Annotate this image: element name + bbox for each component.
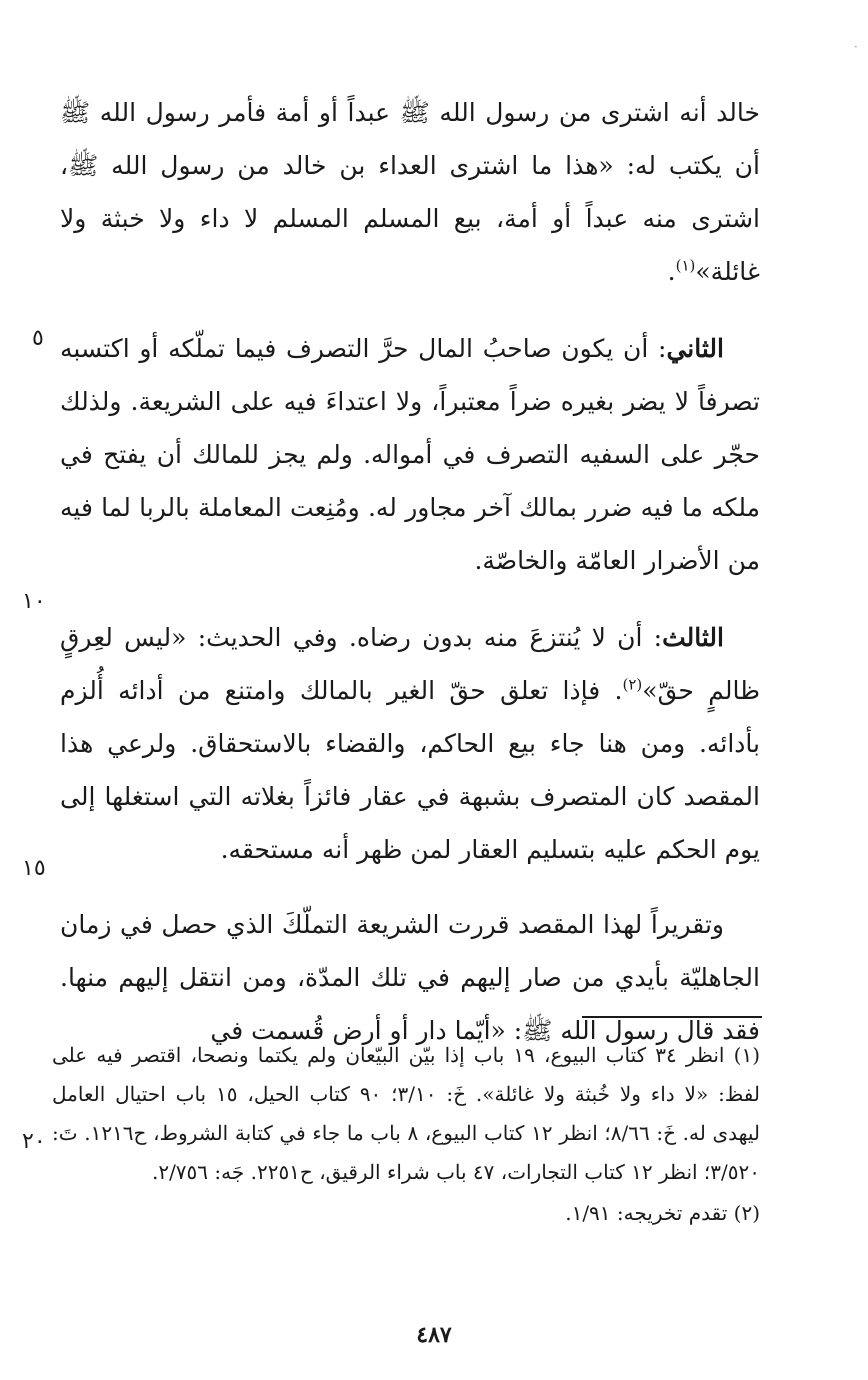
line-number-20: ٢٠ <box>22 1129 46 1154</box>
paragraph-3-text: : أن لا يُنتزعَ منه بدون رضاه. وفي الحديث: «ليس لعِرقٍ ظالمٍ حقّ» <box>60 623 760 705</box>
paragraph-1-end: . <box>667 257 676 286</box>
paragraph-4 <box>60 898 760 1057</box>
footnote-2: (٢) تقدم تخريجه: ١/٩١. <box>565 1201 760 1225</box>
paragraph-3 <box>60 611 760 876</box>
line-number-15: ١٥ <box>22 856 46 881</box>
corner-mark: · <box>854 40 858 54</box>
paragraph-2 <box>60 322 760 587</box>
main-text <box>60 86 760 1057</box>
footnote-1: (١) انظر ٣٤ كتاب البيوع، ١٩ باب إذا بيّن البيّعان ولم يكتما ونصحا، اقتصر فيه على لفظ: «لا داء ولا خُبثة ولا غائلة». خَ: ٣/١٠؛ ٩٠ كتاب الحيل، ١٥ باب احتيال العامل ليهدى له. خَ: ٨/٦٦؛ انظر ١٢ كتاب البيوع، ٨ باب ما جاء في كتابة الشروط، ح١٢١٦. تَ: ٣/٥٢٠؛ انظر ١٢ كتاب التجارات، ٤٧ باب شراء الرقيق، ح٢٢٥١. جَه: ٢/٧٥٦. <box>52 1043 761 1184</box>
page-number: ٤٨٧ <box>416 1322 452 1348</box>
paragraph-1 <box>60 86 760 298</box>
paragraph-4-text: وتقريراً لهذا المقصد قررت الشريعة التملّكَ الذي حصل في زمان الجاهليّة بأيدي من صار إليهم في تلك المدّة، ومن انتقل إليهم منها. فقد قال رسول الله ﷺ: «أيّما دار أو أرض قُسمت في <box>60 910 760 1045</box>
paragraph-3-lead: الثالث <box>662 623 724 652</box>
footnote-ref-1[interactable]: (١) <box>675 256 696 275</box>
paragraph-1-text: خالد أنه اشترى من رسول الله ﷺ عبداً أو أمة فأمر رسول الله ﷺ أن يكتب له: «هذا ما اشترى العداء بن خالد من رسول الله ﷺ، اشترى منه عبداً أو أمة، بيع المسلم المسلم لا داء ولا خبثة ولا غائلة» <box>60 98 760 286</box>
paragraph-2-lead: الثاني <box>666 334 724 363</box>
line-number-10: ١٠ <box>22 589 46 614</box>
line-number-5: ٥ <box>32 326 44 351</box>
footnotes <box>52 1036 760 1233</box>
paragraph-2-text: : أن يكون صاحبُ المال حرَّ التصرف فيما تملّكه أو اكتسبه تصرفاً لا يضر بغيره ضراً معتبراً، ولا اعتداءَ فيه على الشريعة. ولذلك حجّر على السفيه التصرف في أمواله. ولم يجز للمالك أن يفتح في ملكه ما فيه ضرر بمالك آخر مجاور له. ومُنِعت المعاملة بالربا لما فيه من الأضرار العامّة والخاصّة. <box>60 334 760 575</box>
paragraph-3-rest: . فإذا تعلق حقّ الغير بالمالك وامتنع من أدائه أُلزم بأدائه. ومن هنا جاء بيع الحاكم، والقضاء بالاستحقاق. ولرعي هذا المقصد كان المتصرف بشبهة في عقار فائزاً بغلاته التي استغلها إلى يوم الحكم عليه بتسليم العقار لمن ظهر أنه مستحقه. <box>60 676 760 864</box>
footnote-ref-2[interactable]: (٢) <box>622 675 643 694</box>
footnote-separator <box>582 1016 762 1018</box>
